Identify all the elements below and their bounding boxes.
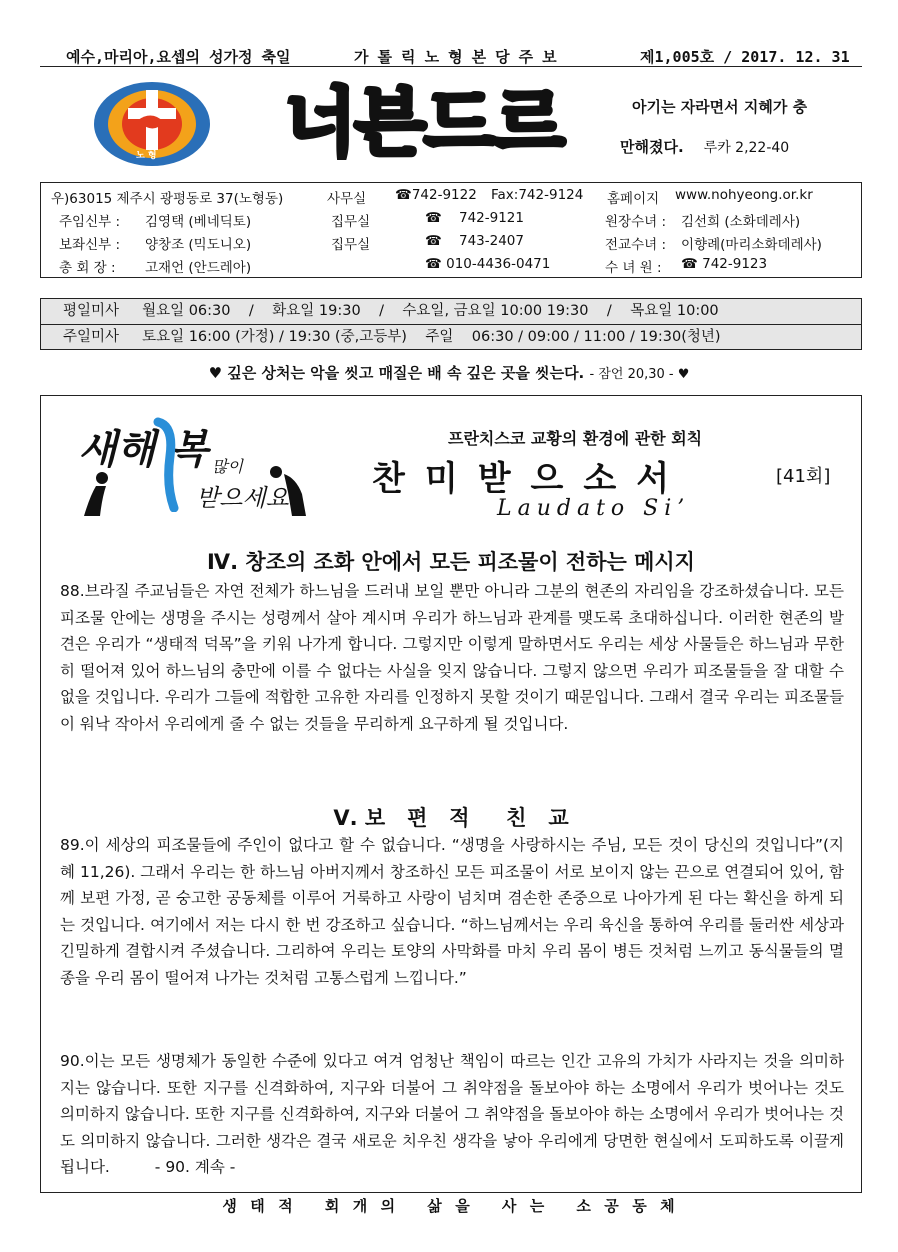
rectory1-phone: ☎ 742-9121 <box>425 210 524 226</box>
verse-of-week <box>0 362 898 383</box>
mass-schedule <box>40 298 862 350</box>
bulletin-name: 가 톨 릭 노 형 본 당 주 보 <box>354 48 557 66</box>
latin-title: Laudato Si’ <box>497 496 691 521</box>
homepage-link[interactable]: www.nohyeong.or.kr <box>675 187 813 203</box>
bulletin-header <box>40 40 862 67</box>
paragraph-90-text: 90.이는 모든 생명체가 동일한 수준에 있다고 여겨 엄청난 책임이 따르는 인간 고유의 가치가 사라지는 것을 의미하지는 않습니다. 또한 지구를 신격화하여, 지구와 더불어 그 취약점을 돌보아야 하는 소명에서 우리가 벗어나는 것도 의미하지 않습니다. 또한 지구를 신격화하여, 지구와 더불어 그 취약점을 돌보아야 하는 소명에서 우리가 벗어나는 것도 의미하지 않습니다. 그러한 생각은 결국 새로운 치우친 생각을 낳아 우리에게 당면한 현실에서 도피하도록 이끌게 됩니다. <box>60 1052 844 1176</box>
gospel-quote-line2 <box>620 136 789 157</box>
office-fax: Fax:742-9124 <box>491 187 584 203</box>
mission-name: 이향례(마리소화데레사) <box>681 237 822 253</box>
office-label: 사무실 <box>327 191 367 207</box>
gospel-reference: 루카 2,22-40 <box>703 140 790 156</box>
parish-info-box <box>40 182 862 278</box>
logo-text: 노 형 <box>136 151 157 161</box>
gospel-quote-text: 만해졌다. <box>620 138 684 156</box>
assistant-name: 양창조 (믹도니오) <box>145 237 252 253</box>
paragraph-90 <box>60 1048 844 1181</box>
superior-name: 김선희 (소화데레사) <box>681 214 801 230</box>
pastor-name: 김영택 (베네딕토) <box>145 214 252 230</box>
footer-motto: 생 태 적 회 개 의 삶 을 사 는 소 공 동 체 <box>222 1197 676 1215</box>
weekday-mass: 평일미사 월요일 06:30 / 화요일 19:30 / 수요일, 금요일 10:00 19:30 / 목요일 10:00 <box>63 303 719 319</box>
greeting-sub2: 받으세요 <box>196 484 289 512</box>
section-heading-5: Ⅴ. 보 편 적 친 교 <box>333 806 569 830</box>
greeting-sub1: 많이 <box>212 457 243 476</box>
paragraph-88: 88.브라질 주교님들은 자연 전체가 하느님을 드러내 보일 뿐만 아니라 그분의 현존의 자리임을 강조하셨습니다. 모든 피조물 안에는 생명을 주시는 성령께서 살아 계시며 우리가 하느님과 관계를 맺도록 초대하십니다. 이러한 현존의 발견은 우리가 “생태적 덕목”을 키워 나가게 합니다. 그렇지만 이렇게 말하면서도 우리는 세상 사물들은 하느님과 무한히 떨어져 있어 하느님의 충만에 이를 수 없다는 사실을 잊지 않습니다. 그렇지 않으면 우리가 피조물들을 잘 대할 수 없을 것입니다. 우리가 그들에 적합한 고유한 자리를 인정하지 못할 것이기 때문입니다. 그래서 결국 우리는 피조물들이 워낙 작아서 우리에게 줄 수 없는 것들을 무리하게 요구하게 될 것입니다. <box>60 582 844 733</box>
encyclical-subtitle: 프란치스코 교황의 환경에 관한 회칙 <box>448 429 703 448</box>
paragraph-89: 89.이 세상의 피조물들에 주인이 없다고 할 수 없습니다. “생명을 사랑하시는 주님, 모든 것이 당신의 것입니다”(지혜 11,26). 그래서 우리는 한 하느님 아버지께서 창조하신 모든 피조물이 서로 보이지 않는 끈으로 연결되어 있어, 함께 보편 가정, 곧 숭고한 공동체를 이루어 거룩하고 사랑이 넘치며 겸손한 존중으로 나아가게 된 다는 확신을 하게 되는 것입니다. 여기에서 저는 다시 한 번 강조하고 싶습니다. “하느님께서는 우리 육신을 통하여 우리를 둘러싼 세상과 긴밀하게 결합시켜 주셨습니다. 그리하여 우리는 토양의 사막화를 마치 우리 몸이 병든 것처럼 느끼고 동식물들의 멸종을 우리 몸이 떨어져 나가는 것처럼 고통스럽게 느낍니다.” <box>60 836 844 987</box>
verse-source: - 잠언 20,30 - ♥ <box>589 367 690 382</box>
rectory2-phone: ☎ 743-2407 <box>425 233 524 249</box>
convent-phone: ☎ 742-9123 <box>681 256 768 272</box>
convent-label: 수 녀 원 : <box>605 260 662 276</box>
president-phone: ☎ 010-4436-0471 <box>425 256 551 272</box>
bulletin-title: 너븐드르 <box>285 80 563 166</box>
rectory1-label: 집무실 <box>331 214 371 230</box>
mission-label: 전교수녀 : <box>605 237 667 253</box>
series-number: [41회] <box>776 466 831 487</box>
superior-label: 원장수녀 : <box>605 214 667 230</box>
feast-name: 예수,마리아,요셉의 성가정 축일 <box>66 48 291 66</box>
office-phone: ☎742-9122 <box>395 187 477 203</box>
president-name: 고재언 (안드레아) <box>145 260 252 276</box>
continued-note: - 90. 계속 - <box>154 1158 236 1176</box>
pastor-label: 주임신부 : <box>59 214 121 230</box>
verse-text: ♥ 깊은 상처는 악을 씻고 매질은 배 속 깊은 곳을 씻는다. <box>208 364 585 382</box>
new-year-greeting <box>66 416 326 522</box>
encyclical-title: 찬미받으소서 <box>372 459 690 499</box>
section-heading-4: Ⅳ. 창조의 조화 안에서 모든 피조물이 전하는 메시지 <box>207 550 695 574</box>
issue-date: 제1,005호 / 2017. 12. 31 <box>640 48 850 66</box>
parish-address: 우)63015 제주시 광평동로 37(노형동) <box>51 191 284 207</box>
sunday-mass: 주일미사 토요일 16:00 (가정) / 19:30 (중,고등부) 주일 06:30 / 09:00 / 11:00 / 19:30(청년) <box>41 324 861 349</box>
greeting-main: 새해 복 <box>78 426 208 473</box>
assistant-label: 보좌신부 : <box>59 237 121 253</box>
rectory2-label: 집무실 <box>331 237 371 253</box>
parish-logo <box>92 80 212 168</box>
president-label: 총 회 장 : <box>59 260 116 276</box>
homepage-label: 홈페이지 <box>607 191 660 207</box>
gospel-quote-line1: 아기는 자라면서 지혜가 충 <box>632 98 808 116</box>
